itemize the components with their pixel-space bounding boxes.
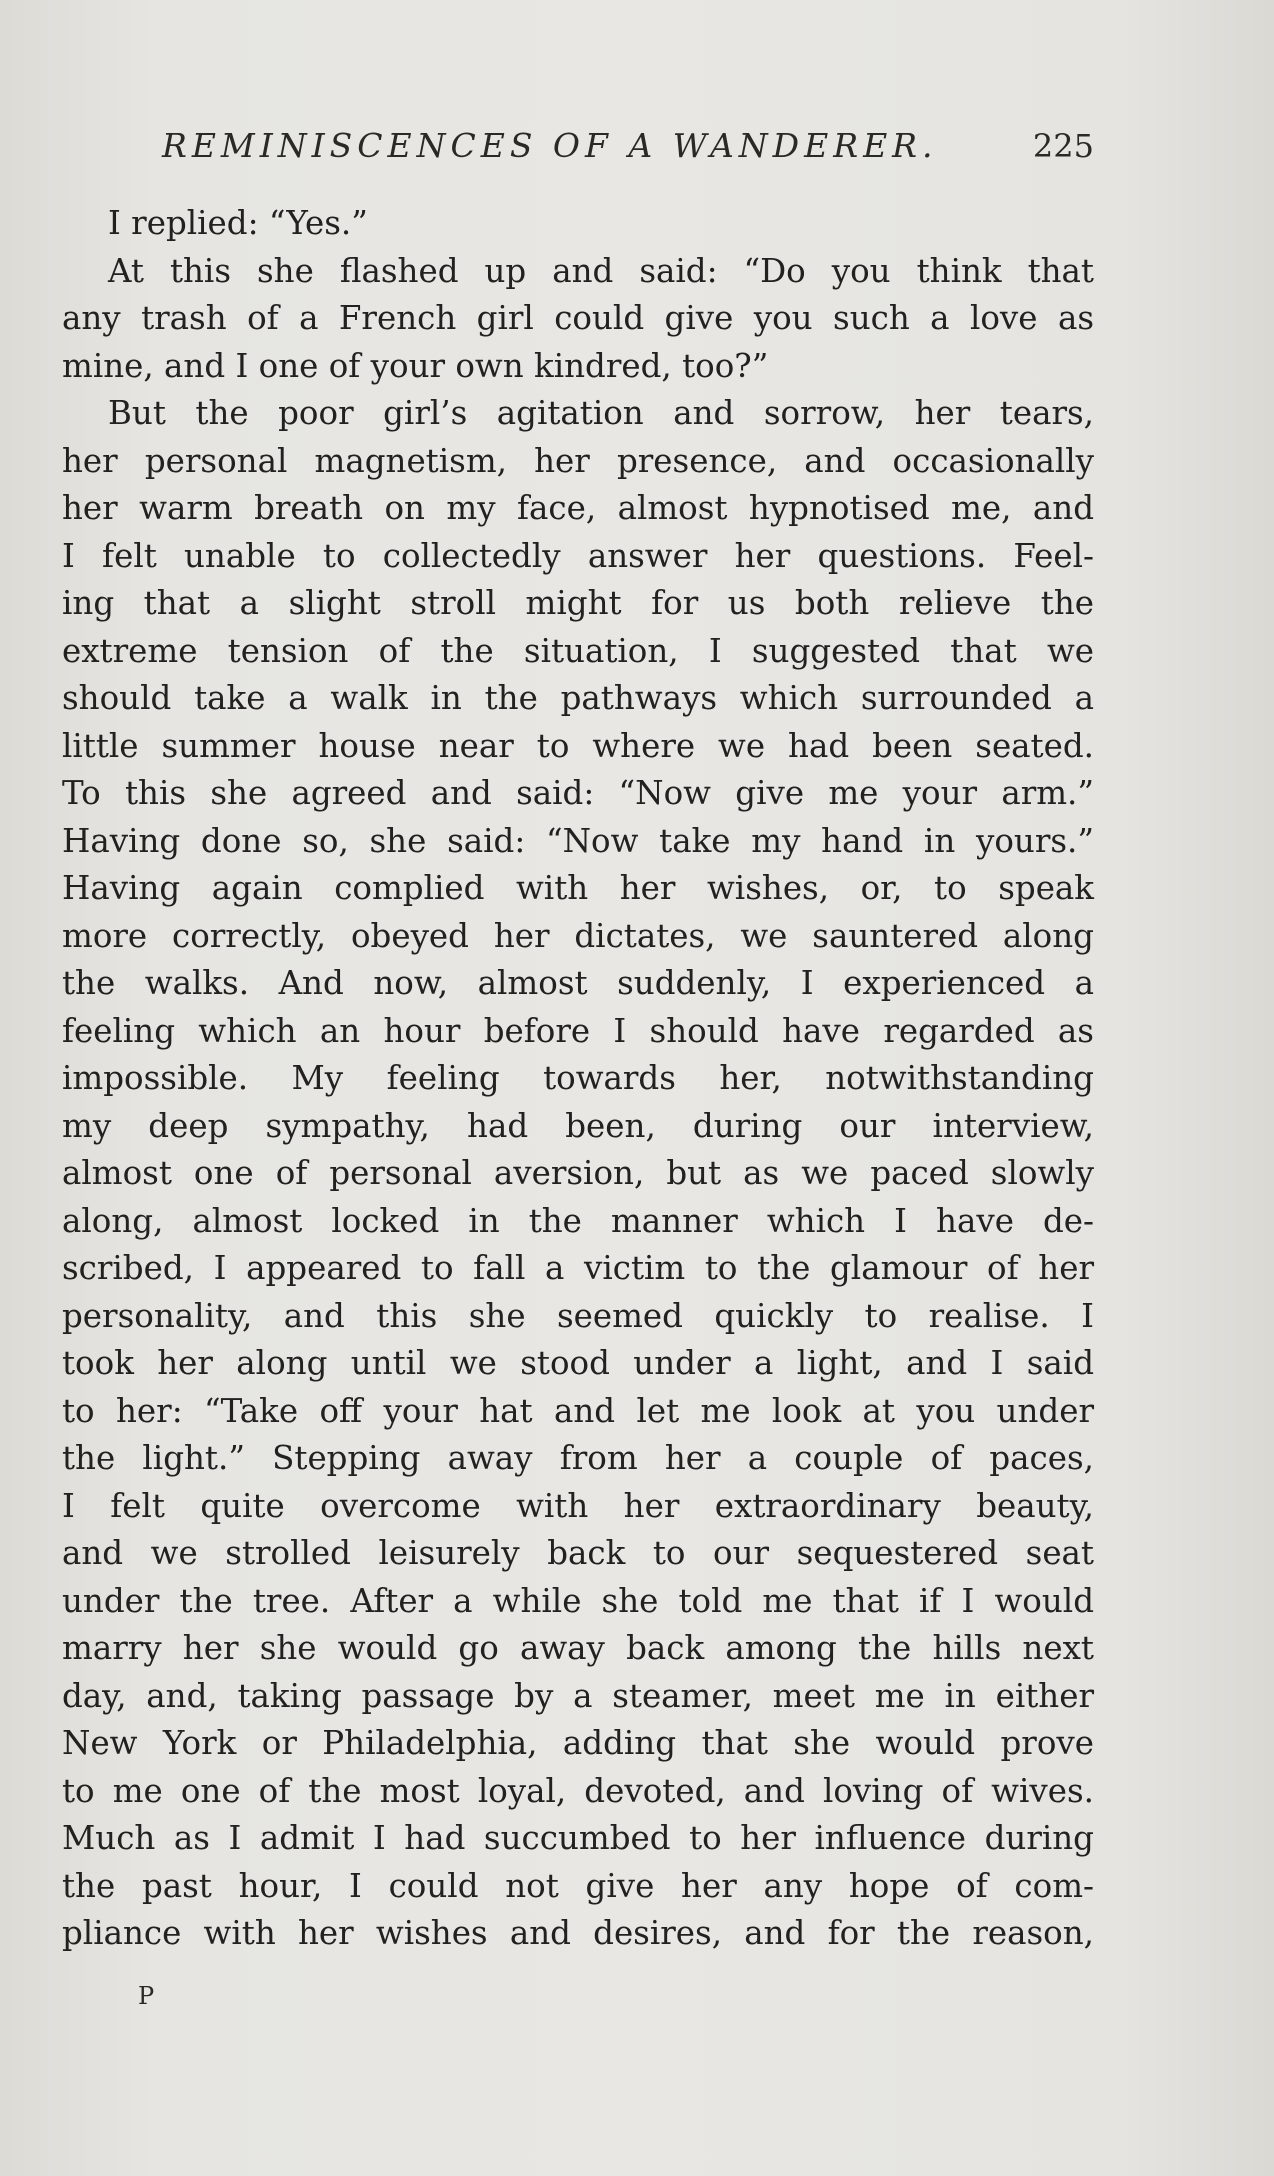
text-line: ing that a slight stroll might for us both relieve the <box>62 584 1094 622</box>
text-line: to her: “Take off your hat and let me look at you under <box>62 1391 1094 1430</box>
text-line: under the tree. After a while she told me that if I would <box>62 1581 1094 1620</box>
text-line: took her along until we stood under a light, and I said <box>62 1344 1094 1382</box>
text-line: I felt unable to collectedly answer her questions. Feel- <box>62 536 1094 575</box>
text-line: more correctly, obeyed her dictates, we sauntered along <box>62 916 1094 955</box>
text-line: her personal magnetism, her presence, and occasionally <box>62 441 1094 480</box>
text-line: to me one of the most loyal, devoted, and loving of wives. <box>62 1771 1094 1810</box>
text-line: the past hour, I could not give her any hope of com- <box>62 1866 1094 1905</box>
text-line: extreme tension of the situation, I suggested that we <box>62 631 1094 670</box>
text-line: scribed, I appeared to fall a victim to the glamour of her <box>62 1249 1094 1287</box>
running-head <box>162 122 1094 170</box>
text-line: almost one of personal aversion, but as we paced slowly <box>62 1154 1094 1192</box>
text-line: little summer house near to where we had been seated. <box>62 726 1094 765</box>
page-number: 225 <box>1032 127 1094 165</box>
text-line: To this she agreed and said: “Now give me your arm.” <box>62 774 1094 812</box>
text-line: my deep sympathy, had been, during our interview, <box>62 1106 1094 1145</box>
text-line: I felt quite overcome with her extraordinary beauty, <box>62 1486 1094 1525</box>
text-line: marry her she would go away back among the hills next <box>62 1629 1094 1667</box>
text-line: should take a walk in the pathways which surrounded a <box>62 679 1094 717</box>
text-line: New York or Philadelphia, adding that she would prove <box>62 1724 1094 1762</box>
text-line: the walks. And now, almost suddenly, I experienced a <box>62 964 1094 1002</box>
running-head-title: REMINISCENCES OF A WANDERER. <box>162 126 938 165</box>
text-line: and we strolled leisurely back to our sequestered seat <box>62 1534 1094 1572</box>
text-line: Much as I admit I had succumbed to her influence during <box>62 1819 1094 1857</box>
text-line: day, and, taking passage by a steamer, meet me in either <box>62 1676 1094 1715</box>
signature-mark: P <box>138 1982 155 2010</box>
text-line: the light.” Stepping away from her a couple of paces, <box>62 1439 1094 1477</box>
text-line: along, almost locked in the manner which I have de- <box>62 1201 1094 1240</box>
text-line: But the poor girl’s agitation and sorrow, her tears, <box>108 394 1094 432</box>
text-line: Having again complied with her wishes, or, to speak <box>62 869 1094 907</box>
text-line: impossible. My feeling towards her, notwithstanding <box>62 1059 1094 1097</box>
text-line: mine, and I one of your own kindred, too?” <box>62 346 769 385</box>
text-line: feeling which an hour before I should have regarded as <box>62 1011 1094 1050</box>
text-line: Having done so, she said: “Now take my hand in yours.” <box>62 821 1094 860</box>
text-line: any trash of a French girl could give you such a love as <box>62 299 1094 337</box>
text-line: I replied: “Yes.” <box>108 204 368 242</box>
text-line: her warm breath on my face, almost hypnotised me, and <box>62 489 1094 527</box>
text-line: personality, and this she seemed quickly to realise. I <box>62 1296 1094 1335</box>
text-line: At this she flashed up and said: “Do you think that <box>108 251 1094 290</box>
text-line: pliance with her wishes and desires, and for the reason, <box>62 1914 1094 1952</box>
body-text <box>62 200 1094 1958</box>
